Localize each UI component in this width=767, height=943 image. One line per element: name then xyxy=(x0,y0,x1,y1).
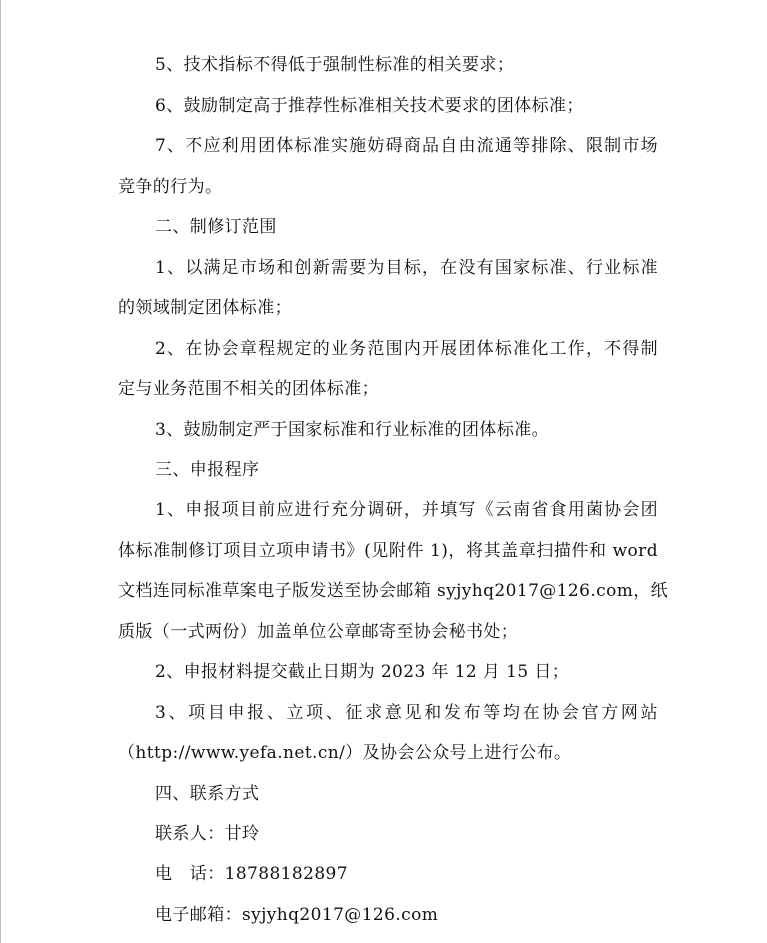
procedure-item-1-line-3: 文档连同标准草案电子版发送至协会邮箱 syjyhq2017@126.com，纸 xyxy=(118,581,669,601)
contact-person: 联系人：甘玲 xyxy=(155,824,260,844)
procedure-item-1-line-4: 质版（一式两份）加盖单位公章邮寄至协会秘书处； xyxy=(118,622,519,642)
scope-item-3: 3、鼓励制定严于国家标准和行业标准的团体标准。 xyxy=(155,420,550,440)
requirement-item-7-continued: 竞争的行为。 xyxy=(118,177,223,197)
requirement-item-6: 6、鼓励制定高于推荐性标准相关技术要求的团体标准； xyxy=(155,96,584,116)
section-heading-scope: 二、制修订范围 xyxy=(155,217,277,237)
scope-item-2: 2、在协会章程规定的业务范围内开展团体标准化工作，不得制 xyxy=(155,339,658,359)
procedure-item-3-continued: （http://www.yefa.net.cn/）及协会公众号上进行公布。 xyxy=(118,743,572,763)
scope-item-1-continued: 的领域制定团体标准； xyxy=(118,298,292,318)
contact-phone: 电 话：18788182897 xyxy=(155,864,348,884)
scope-item-1: 1、以满足市场和创新需要为目标，在没有国家标准、行业标准 xyxy=(155,258,658,278)
procedure-item-3: 3、项目申报、立项、征求意见和发布等均在协会官方网站 xyxy=(155,703,658,723)
procedure-item-1: 1、申报项目前应进行充分调研，并填写《云南省食用菌协会团 xyxy=(155,500,658,520)
scope-item-2-continued: 定与业务范围不相关的团体标准； xyxy=(118,379,379,399)
procedure-item-1-line-2: 体标准制修订项目立项申请书》(见附件 1)，将其盖章扫描件和 word xyxy=(118,541,658,561)
section-heading-contact: 四、联系方式 xyxy=(155,784,260,804)
contact-email: 电子邮箱：syjyhq2017@126.com xyxy=(155,905,439,925)
requirement-item-7: 7、不应利用团体标准实施妨碍商品自由流通等排除、限制市场 xyxy=(155,136,658,156)
procedure-item-2: 2、申报材料提交截止日期为 2023 年 12 月 15 日； xyxy=(155,662,570,682)
section-heading-procedure: 三、申报程序 xyxy=(155,460,260,480)
requirement-item-5: 5、技术指标不得低于强制性标准的相关要求； xyxy=(155,55,515,75)
